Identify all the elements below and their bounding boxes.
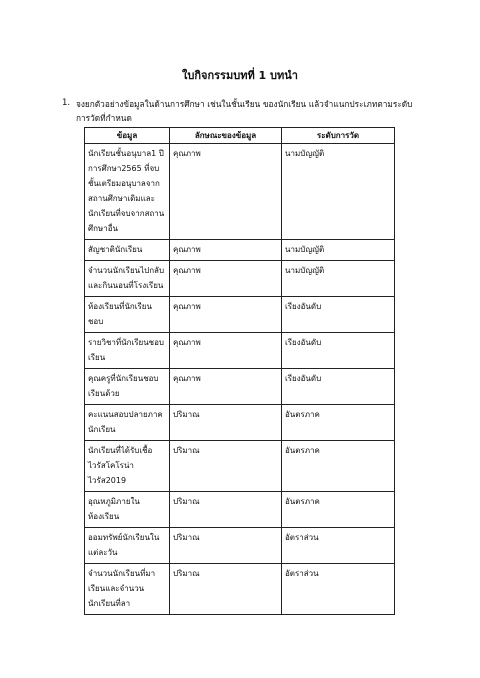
table-row	[85, 144, 395, 240]
cell-measurement-level: อันตรภาค	[282, 492, 395, 528]
data-table	[84, 127, 395, 615]
cell-characteristic: คุณภาพ	[170, 144, 282, 240]
cell-measurement-level: นามบัญญัติ	[282, 144, 395, 240]
cell-data: จำนวนนักเรียนที่มาเรียนและจำนวนนักเรียนที่ลา	[85, 564, 170, 615]
cell-data: นักเรียนชั้นอนุบาล1 ปีการศึกษา2565 ที่จบชั้นเตรียมอนุบาลจากสถานศึกษาเดิมและนักเรียนที่จบจากสถานศึกษาอื่น	[85, 144, 170, 240]
cell-characteristic: ปริมาณ	[170, 441, 282, 492]
table-row	[85, 405, 395, 441]
question-text: จงยกตัวอย่างข้อมูลในด้านการศึกษา เช่นในชั้นเรียน ของนักเรียน แล้วจำแนกประเภทตามระดับการวัดที่กำหนด	[76, 99, 413, 123]
cell-characteristic: คุณภาพ	[170, 240, 282, 261]
table-row	[85, 528, 395, 564]
cell-data: ออมทรัพย์นักเรียนในแต่ละวัน	[85, 528, 170, 564]
cell-characteristic: คุณภาพ	[170, 261, 282, 297]
table-row	[85, 261, 395, 297]
cell-measurement-level: เรียงอันดับ	[282, 369, 395, 405]
cell-data: คุณครูที่นักเรียนชอบเรียนด้วย	[85, 369, 170, 405]
cell-characteristic: คุณภาพ	[170, 369, 282, 405]
cell-data: คะแนนสอบปลายภาคนักเรียน	[85, 405, 170, 441]
table-row	[85, 441, 395, 492]
cell-characteristic: ปริมาณ	[170, 528, 282, 564]
table-header-row	[85, 128, 395, 144]
cell-characteristic: ปริมาณ	[170, 564, 282, 615]
cell-measurement-level: อัตราส่วน	[282, 564, 395, 615]
table-row	[85, 240, 395, 261]
cell-data: นักเรียนที่ได้รับเชื้อไวรัสโคโรน่าไวรัส2019	[85, 441, 170, 492]
header-measurement-level: ระดับการวัด	[282, 128, 395, 144]
header-data: ข้อมูล	[85, 128, 170, 144]
table-row	[85, 333, 395, 369]
cell-data: ห้องเรียนที่นักเรียนชอบ	[85, 297, 170, 333]
cell-measurement-level: เรียงอันดับ	[282, 297, 395, 333]
cell-measurement-level: เรียงอันดับ	[282, 333, 395, 369]
table-row	[85, 369, 395, 405]
cell-characteristic: ปริมาณ	[170, 405, 282, 441]
cell-characteristic: คุณภาพ	[170, 297, 282, 333]
cell-data: อุณหภูมิภายในห้องเรียน	[85, 492, 170, 528]
cell-measurement-level: อันตรภาค	[282, 405, 395, 441]
cell-data: จำนวนนักเรียนไปกลับและกินนอนที่โรงเรียน	[85, 261, 170, 297]
table-row	[85, 564, 395, 615]
cell-measurement-level: อันตรภาค	[282, 441, 395, 492]
cell-measurement-level: นามบัญญัติ	[282, 240, 395, 261]
cell-characteristic: ปริมาณ	[170, 492, 282, 528]
cell-data: สัญชาตินักเรียน	[85, 240, 170, 261]
header-data-characteristic: ลักษณะของข้อมูล	[170, 128, 282, 144]
cell-measurement-level: อัตราส่วน	[282, 528, 395, 564]
cell-data: รายวิชาที่นักเรียนชอบเรียน	[85, 333, 170, 369]
page-title: ใบกิจกรรมบทที่ 1 บทนำ	[182, 69, 298, 82]
question-number: 1.	[62, 98, 71, 108]
cell-characteristic: คุณภาพ	[170, 333, 282, 369]
table-row	[85, 297, 395, 333]
table-row	[85, 492, 395, 528]
cell-measurement-level: นามบัญญัติ	[282, 261, 395, 297]
